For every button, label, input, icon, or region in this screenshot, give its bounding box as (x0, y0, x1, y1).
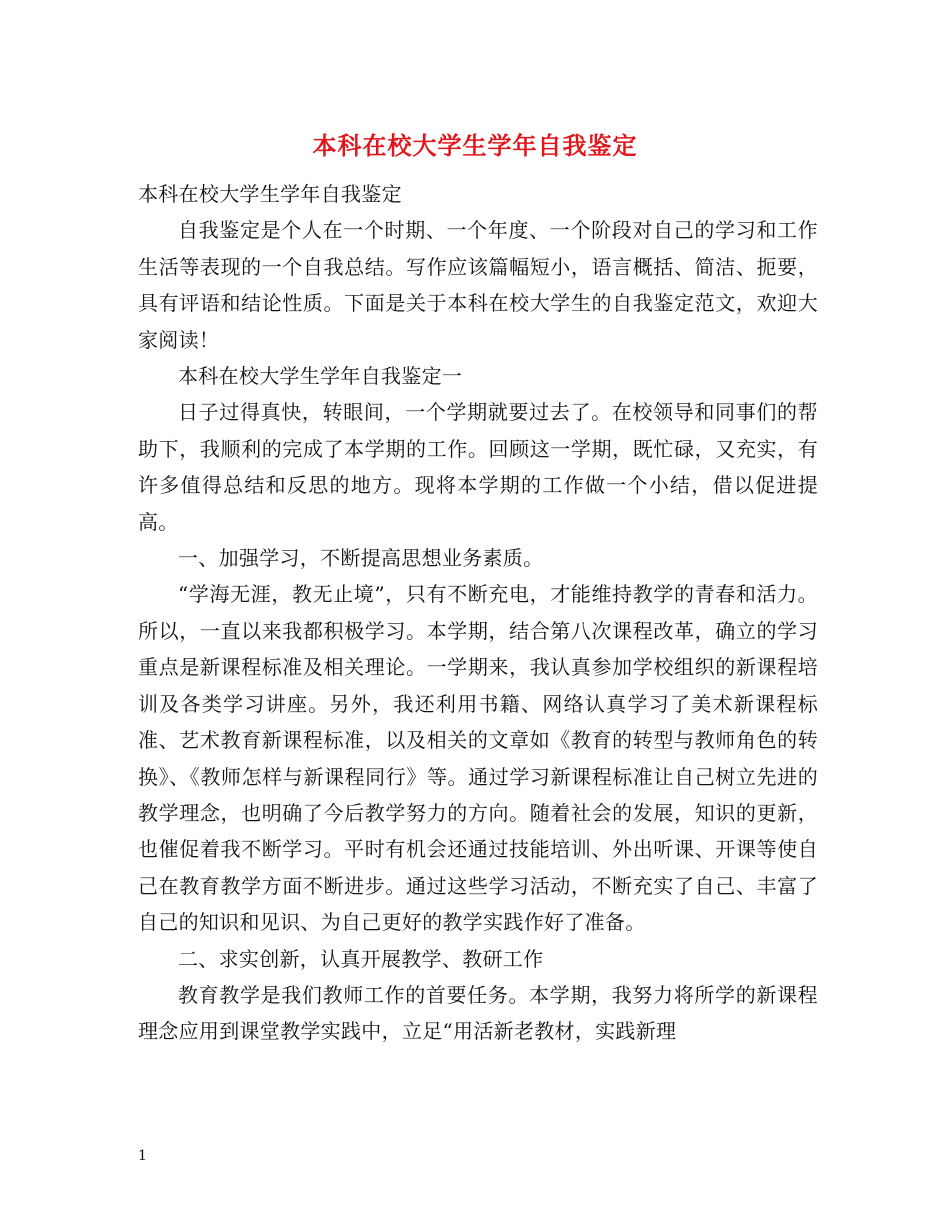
paragraph: 日子过得真快，转眼间，一个学期就要过去了。在校领导和同事们的帮助下，我顺利的完成了本学期的工作。回顾这一学期，既忙碌，又充实，有许多值得总结和反思的地方。现将本学期的工作做一个小结，借以促进提高。 (138, 400, 818, 534)
page-number: 1 (138, 1148, 147, 1164)
paragraph: 自我鉴定是个人在一个时期、一个年度、一个阶段对自己的学习和工作生活等表现的一个自我总结。写作应该篇幅短小，语言概括、简洁、扼要，具有评语和结论性质。下面是关于本科在校大学生的自我鉴定范文，欢迎大家阅读！ (138, 218, 818, 352)
section-heading: 本科在校大学生学年自我鉴定一 (178, 364, 463, 389)
paragraph: “学海无涯，教无止境”，只有不断充电，才能维持教学的青春和活力。所以，一直以来我都积极学习。本学期，结合第八次课程改革，确立的学习重点是新课程标准及相关理论。一学期来，我认真参加学校组织的新课程培训及各类学习讲座。另外，我还利用书籍、网络认真学习了美术新课程标准、艺术教育新课程标准，以及相关的文章如《教育的转型与教师角色的转换》、《教师怎样与新课程同行》等。通过学习新课程标准让自己树立先进的教学理念，也明确了今后教学努力的方向。随着社会的发展，知识的更新，也催促着我不断学习。平时有机会还通过技能培训、外出听课、开课等使自己在教育教学方面不断进步。通过这些学习活动，不断充实了自己、丰富了自己的知识和见识、为自己更好的教学实践作好了准备。 (138, 582, 818, 935)
paragraph: 本科在校大学生学年自我鉴定 (138, 182, 402, 206)
document-body (138, 176, 818, 1050)
section-heading: 一、加强学习，不断提高思想业务素质。 (178, 546, 544, 571)
document-title: 本科在校大学生学年自我鉴定 (312, 131, 638, 160)
section-heading: 二、求实创新，认真开展教学、教研工作 (178, 946, 544, 971)
paragraph: 教育教学是我们教师工作的首要任务。本学期，我努力将所学的新课程理念应用到课堂教学实践中，立足“用活新老教材，实践新理 (138, 982, 818, 1044)
